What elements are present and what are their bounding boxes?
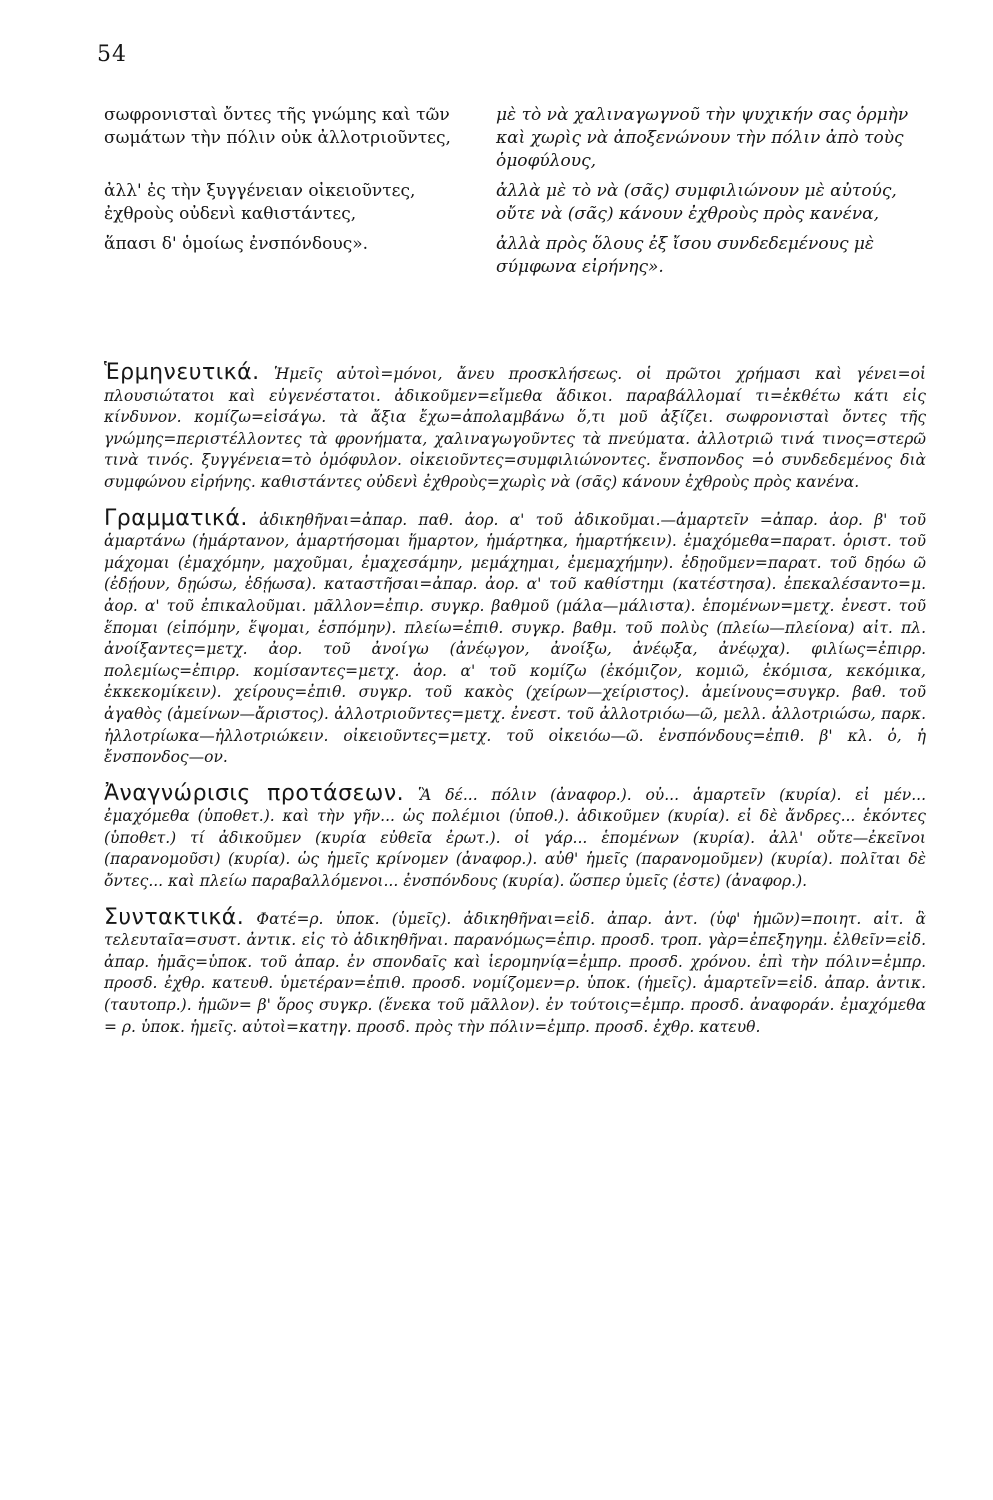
notes-block bbox=[104, 362, 926, 1052]
section-hermeneutics bbox=[104, 362, 926, 494]
modern-translation: ἀλλὰ πρὸς ὅλους ἐξ ἴσου συνδεδεμένους μὲ σύμφωνα εἰρήνης». bbox=[496, 234, 875, 277]
translation-row bbox=[104, 180, 924, 226]
translation-row bbox=[104, 233, 924, 279]
section-body: Φατέ=ρ. ὑποκ. (ὑμεῖς). ἀδικηθῆναι=εἰδ. ἀπαρ. ἀντ. (ὑφ' ἡμῶν)=ποιητ. αἰτ. ἃ τελευταῖα=συστ. ἀντικ. εἰς τὸ ἀδικηθῆναι. παρανόμως=ἐπιρ. προσδ. τροπ. γὰρ=ἐπεξηγημ. ἐλθεῖν=εἰδ. ἀπαρ. ἡμᾶς=ὑποκ. τοῦ ἀπαρ. ἐν σπονδαῖς καὶ ἱερομηνίᾳ=ἐμπρ. προσδ. χρόνου. ἐπὶ τὴν πόλιν=ἐμπρ. προσδ. ἐχθρ. κατευθ. ὑμετέραν=ἐπιθ. προσδ. νομίζομεν=ρ. ὑποκ. (ἡμεῖς). ἁμαρτεῖν=εἰδ. ἀπαρ. ἀντικ. (ταυτοπρ.). ἡμῶν= β' ὅρος συγκρ. (ἕνεκα τοῦ μᾶλλον). ἐν τούτοις=ἐμπρ. προσδ. ἀναφοράν. ἐμαχόμεθα = ρ. ὑποκ. ἡμεῖς. αὐτοὶ=κατηγ. προσδ. πρὸς τὴν πόλιν=ἐμπρ. προσδ. ἐχθρ. κατευθ. bbox=[104, 909, 926, 1036]
modern-translation: μὲ τὸ νὰ χαλιναγωγνοῦ τὴν ψυχικήν σας ὁρμὴν καὶ χωρὶς νὰ ἀποξενώνουν τὴν πόλιν ἀπὸ τοὺς ὁμοφύλους, bbox=[496, 105, 909, 171]
section-body: Ἃ δέ... πόλιν (ἀναφορ.). οὐ... ἁμαρτεῖν (κυρία). εἰ μέν... ἐμαχόμεθα (ὑποθετ.). καὶ τὴν γῆν... ὡς πολέμιοι (ὑποθ.). ἀδικοῦμεν (κυρία). εἰ δὲ ἄνδρες... ἑκόντες (ὑποθετ.) τί ἀδικοῦμεν (κυρία εὐθεῖα ἐρωτ.). οἱ γάρ... ἑπομένων (κυρία). ἀλλ' οὔτε—ἐκεῖνοι (παρανομοῦσι) (κυρία). ὡς ἡμεῖς κρίνομεν (ἀναφορ.). αὐθ' ἡμεῖς (παρανομοῦμεν) (κυρία). πολῖται δὲ ὄντες... καὶ πλείω παραβαλλόμενοι... ἐνσπόνδους (κυρία). ὥσπερ ὑμεῖς (ἐστε) (ἀναφορ.). bbox=[104, 785, 926, 891]
ancient-text: ἀλλ' ἐς τὴν ξυγγένειαν οἰκειοῦντες, ἐχθροὺς οὐδενὶ καθιστάντες, bbox=[104, 181, 416, 224]
page-number: 54 bbox=[97, 42, 127, 67]
ancient-text: ἅπασι δ' ὁμοίως ἐνσπόνδους». bbox=[104, 234, 369, 254]
section-body: ἀδικηθῆναι=ἀπαρ. παθ. ἀορ. α' τοῦ ἀδικοῦμαι.—ἁμαρτεῖν =ἀπαρ. ἀορ. β' τοῦ ἁμαρτάνω (ἡμάρτανον, ἁμαρτήσομαι ἥμαρτον, ἡμάρτηκα, ἡμαρτήκειν). ἐμαχόμεθα=παρατ. ὁριστ. τοῦ μάχομαι (ἐμαχόμην, μαχοῦμαι, ἐμαχεσάμην, μεμάχημαι, ἐμεμαχήμην). ἐδῃοῦμεν=παρατ. τοῦ δῃόω ῶ (ἐδῄουν, δῃώσω, ἐδῄωσα). καταστῆσαι=ἀπαρ. ἀορ. α' τοῦ καθίστημι (κατέστησα). ἐπεκαλέσαντο=μ. ἀορ. α' τοῦ ἐπικαλοῦμαι. μᾶλλον=ἐπιρ. συγκρ. βαθμοῦ (μάλα—μάλιστα). ἑπομένων=μετχ. ἐνεστ. τοῦ ἕπομαι (εἱπόμην, ἕψομαι, ἑσπόμην). πλείω=ἐπιθ. συγκρ. βαθμ. τοῦ πολὺς (πλείω—πλείονα) αἰτ. πλ. ἀνοίξαντες=μετχ. ἀορ. τοῦ ἀνοίγω (ἀνέῳγον, ἀνοίξω, ἀνέῳξα, ἀνέῳχα). φιλίως=ἐπιρρ. πολεμίως=ἐπιρρ. κομίσαντες=μετχ. ἀορ. α' τοῦ κομίζω (ἐκόμιζον, κομιῶ, ἐκόμισα, κεκόμικα, ἐκκεκομίκειν). χείρους=ἐπιθ. συγκρ. τοῦ κακὸς (χείρων—χείριστος). ἀμείνους=συγκρ. βαθ. τοῦ ἀγαθὸς (ἀμείνων—ἄριστος). ἀλλοτριοῦντες=μετχ. ἐνεστ. τοῦ ἀλλοτριόω—ῶ, μελλ. ἀλλοτριώσω, παρκ. ἠλλοτρίωκα—ἠλλοτριώκειν. οἰκειοῦντες=μετχ. τοῦ οἰκειόω—ῶ. ἐνσπόνδους=ἐπιθ. β' κλ. ὁ, ἡ ἔνσπονδος—ον. bbox=[104, 510, 926, 767]
section-title: Συντακτικά. bbox=[104, 904, 245, 930]
section-syntax bbox=[104, 904, 926, 1039]
translation-block bbox=[104, 104, 924, 279]
ancient-text: σωφρονισταὶ ὄντες τῆς γνώμης καὶ τῶν σωμάτων τὴν πόλιν οὐκ ἀλλοτριοῦντες, bbox=[104, 105, 451, 148]
section-clause-recognition bbox=[104, 780, 926, 893]
section-grammar bbox=[104, 505, 926, 769]
modern-translation: ἀλλὰ μὲ τὸ νὰ (σᾶς) συμφιλιώνουν μὲ αὐτούς, οὔτε νὰ (σᾶς) κάνουν ἐχθροὺς πρὸς κανένα, bbox=[496, 181, 897, 224]
section-title: Ἑρμηνευτικά. bbox=[104, 360, 260, 385]
section-body: Ἡμεῖς αὐτοὶ=μόνοι, ἄνευ προσκλήσεως. οἱ πρῶτοι χρήμασι καὶ γένει=οἱ πλουσιώτατοι καὶ εὐγενέστατοι. ἀδικοῦμεν=εἴμεθα ἄδικοι. παραβάλλομαί τι=ἐκθέτω κάτι εἰς κίνδυνον. κομίζω=εἰσάγω. τὰ ἄξια ἔχω=ἀπολαμβάνω ὅ,τι μοῦ ἀξίζει. σωφρονισταὶ ὄντες τῆς γνώμης=περιστέλλοντες τὰ φρονήματα, χαλιναγωγοῦντες τὰ πνεύματα. ἀλλοτριῶ τινά τινος=στερῶ τινὰ τινός. ξυγγένεια=τὸ ὁμόφυλον. οἰκειοῦντες=συμφιλιώνοντες. ἔνσπονδος =ὁ συνδεδεμένος διὰ συμφώνου εἰρήνης. καθιστάντες οὐδενὶ ἐχθροὺς=χωρὶς νὰ (σᾶς) κάνουν ἐχθροὺς πρὸς κανένα. bbox=[104, 365, 926, 491]
section-title: Γραμματικά. bbox=[104, 505, 248, 531]
translation-row bbox=[104, 104, 924, 173]
section-title: Ἀναγνώρισις προτάσεων. bbox=[104, 780, 405, 806]
